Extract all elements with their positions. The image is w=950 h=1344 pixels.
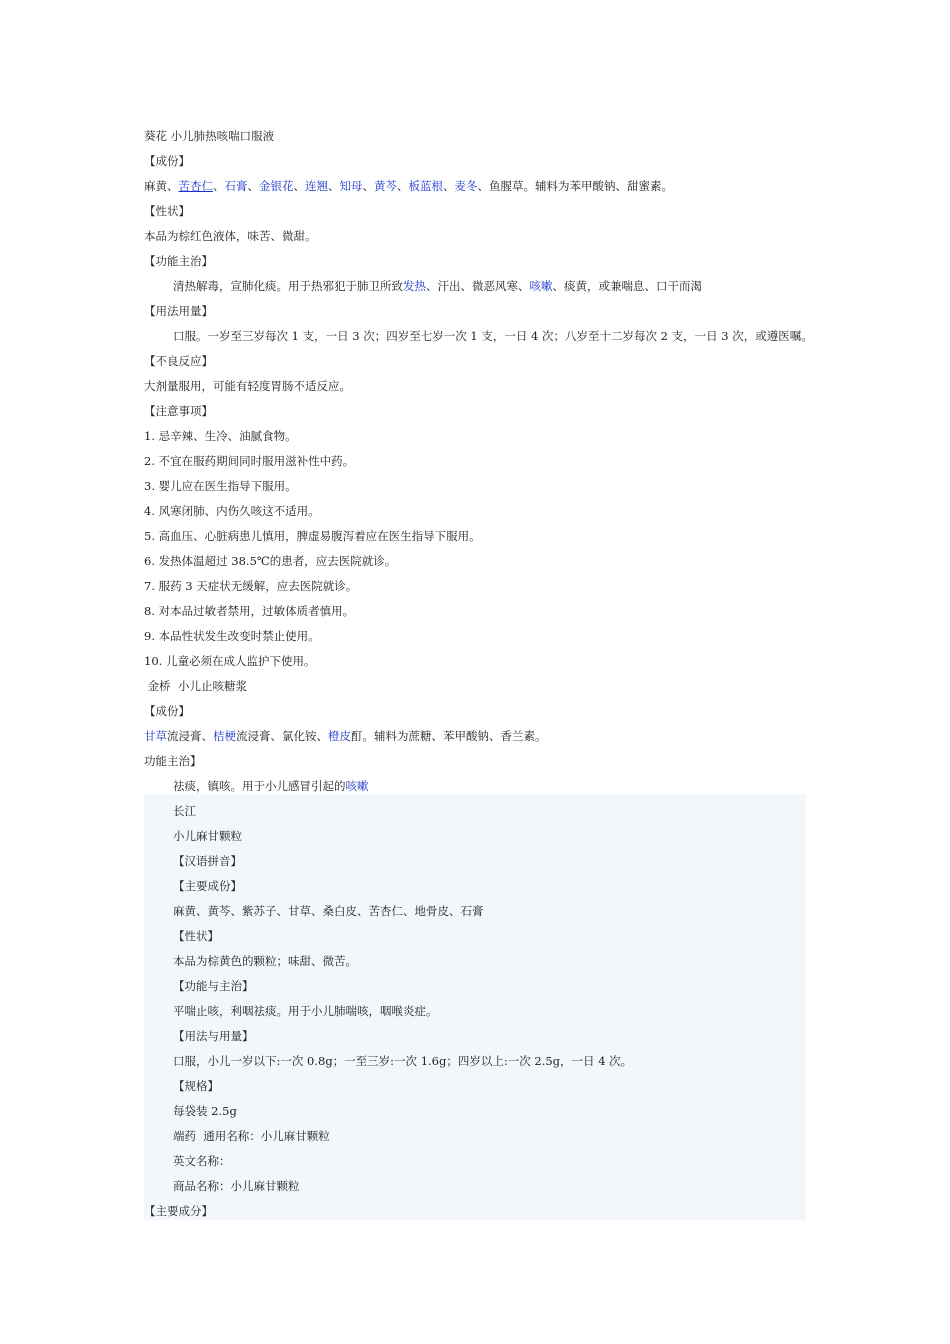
- heading-function: 【功能与主治】: [173, 979, 254, 993]
- link-huang-qin[interactable]: 黄芩: [374, 179, 397, 193]
- usage-text: 口服。一岁至三岁每次 1 支，一日 3 次；四岁至七岁一次 1 支，一日 4 次；八岁至十二岁每次 2 支，一日 3 次，或遵医嘱。: [173, 329, 813, 343]
- link-ban-lan-gen[interactable]: 板蓝根: [408, 179, 443, 193]
- heading-pinyin: 【汉语拼音】: [173, 854, 242, 868]
- function-text: 祛痰，镇咳。用于小儿感冒引起的咳嗽: [173, 779, 369, 793]
- character-text: 本品为棕黄色的颗粒；味甜、微苦。: [173, 954, 357, 968]
- note-item: 8. 对本品过敏者禁用，过敏体质者慎用。: [144, 604, 355, 618]
- link-lian-qiao[interactable]: 连翘: [305, 179, 328, 193]
- product-name: 小儿麻甘颗粒: [173, 829, 242, 843]
- link-ku-xing-ren[interactable]: 苦杏仁: [178, 179, 213, 193]
- note-item: 4. 风寒闭肺、内伤久咳这不适用。: [144, 504, 320, 518]
- heading-notes: 【注意事项】: [144, 404, 213, 418]
- spec-text: 每袋装 2.5g: [173, 1104, 237, 1118]
- note-item: 2. 不宜在服药期间同时服用滋补性中药。: [144, 454, 355, 468]
- link-jin-yin-hua[interactable]: 金银花: [259, 179, 294, 193]
- english-name-label: 英文名称：: [173, 1154, 231, 1168]
- link-ke-sou[interactable]: 咳嗽: [529, 279, 553, 293]
- heading-ingredients: 【主要成份】: [173, 879, 242, 893]
- usage-text: 口服，小儿一岁以下:一次 0.8g；一至三岁:一次 1.6g；四岁以上:一次 2.5g，一日 4 次。: [173, 1054, 633, 1068]
- heading-function: 【功能主治】: [144, 254, 213, 268]
- note-item: 9. 本品性状发生改变时禁止使用。: [144, 629, 320, 643]
- heading-spec: 【规格】: [173, 1079, 219, 1093]
- heading-usage: 【用法用量】: [144, 304, 213, 318]
- adverse-text: 大剂量服用，可能有轻度胃肠不适反应。: [144, 379, 351, 393]
- ingredients-text: 甘草流浸膏、桔梗流浸膏、氯化铵、橙皮酊。辅料为蔗糖、苯甲酸钠、香兰素。: [144, 729, 547, 743]
- brand-label: 端药: [173, 1129, 196, 1143]
- heading-usage: 【用法与用量】: [173, 1029, 254, 1043]
- heading-character: 【性状】: [144, 204, 190, 218]
- note-item: 10. 儿童必须在成人监护下使用。: [144, 654, 316, 668]
- product-header: 金桥 小儿止咳糖浆: [144, 679, 247, 693]
- note-item: 5. 高血压、心脏病患儿慎用，脾虚易腹泻着应在医生指导下服用。: [144, 529, 481, 543]
- link-jie-geng[interactable]: 桔梗: [213, 729, 236, 743]
- note-item: 6. 发热体温超过 38.5℃的患者，应去医院就诊。: [144, 554, 397, 568]
- character-text: 本品为棕红色液体，味苦、微甜。: [144, 229, 317, 243]
- function-text: 清热解毒，宣肺化痰。用于热邪犯于肺卫所致发热、汗出、微恶风寒、咳嗽、痰黄，或兼喘息、口干而渴: [173, 279, 702, 293]
- note-item: 7. 服药 3 天症状无缓解，应去医院就诊。: [144, 579, 358, 593]
- brand-name: 长江: [173, 804, 196, 818]
- heading-adverse: 【不良反应】: [144, 354, 213, 368]
- link-mai-dong[interactable]: 麦冬: [454, 179, 478, 193]
- heading-main-ingredients: 【主要成分】: [144, 1204, 213, 1218]
- generic-name-label: 通用名称：小儿麻甘颗粒: [196, 1129, 330, 1143]
- link-zhi-mu[interactable]: 知母: [339, 179, 363, 193]
- heading-character: 【性状】: [173, 929, 219, 943]
- heading-ingredients: 【成份】: [144, 704, 190, 718]
- link-cheng-pi[interactable]: 橙皮: [328, 729, 351, 743]
- note-item: 3. 婴儿应在医生指导下服用。: [144, 479, 297, 493]
- link-ke-sou[interactable]: 咳嗽: [345, 779, 369, 793]
- link-fa-re[interactable]: 发热: [403, 279, 426, 293]
- generic-name-line: [173, 1124, 330, 1148]
- function-text: 平喘止咳，利咽祛痰。用于小儿肺喘咳，咽喉炎症。: [173, 1004, 438, 1018]
- ingredients-text: 麻黄、黄芩、紫苏子、甘草、桑白皮、苦杏仁、地骨皮、石膏: [173, 904, 484, 918]
- link-shi-gao[interactable]: 石膏: [224, 179, 248, 193]
- link-gan-cao[interactable]: 甘草: [144, 729, 167, 743]
- ingredient: 麻黄: [144, 179, 167, 193]
- product-header: 葵花 小儿肺热咳喘口服液: [144, 129, 275, 143]
- note-item: 1. 忌辛辣、生冷、油腻食物。: [144, 429, 297, 443]
- heading-function: 功能主治】: [144, 754, 202, 768]
- heading-ingredients: 【成份】: [144, 154, 190, 168]
- ingredients-text: 麻黄、苦杏仁、石膏、金银花、连翘、知母、黄芩、板蓝根、麦冬、鱼腥草。辅料为苯甲酸钠、甜蜜素。: [144, 179, 673, 193]
- trade-name-label: 商品名称：小儿麻甘颗粒: [173, 1179, 300, 1193]
